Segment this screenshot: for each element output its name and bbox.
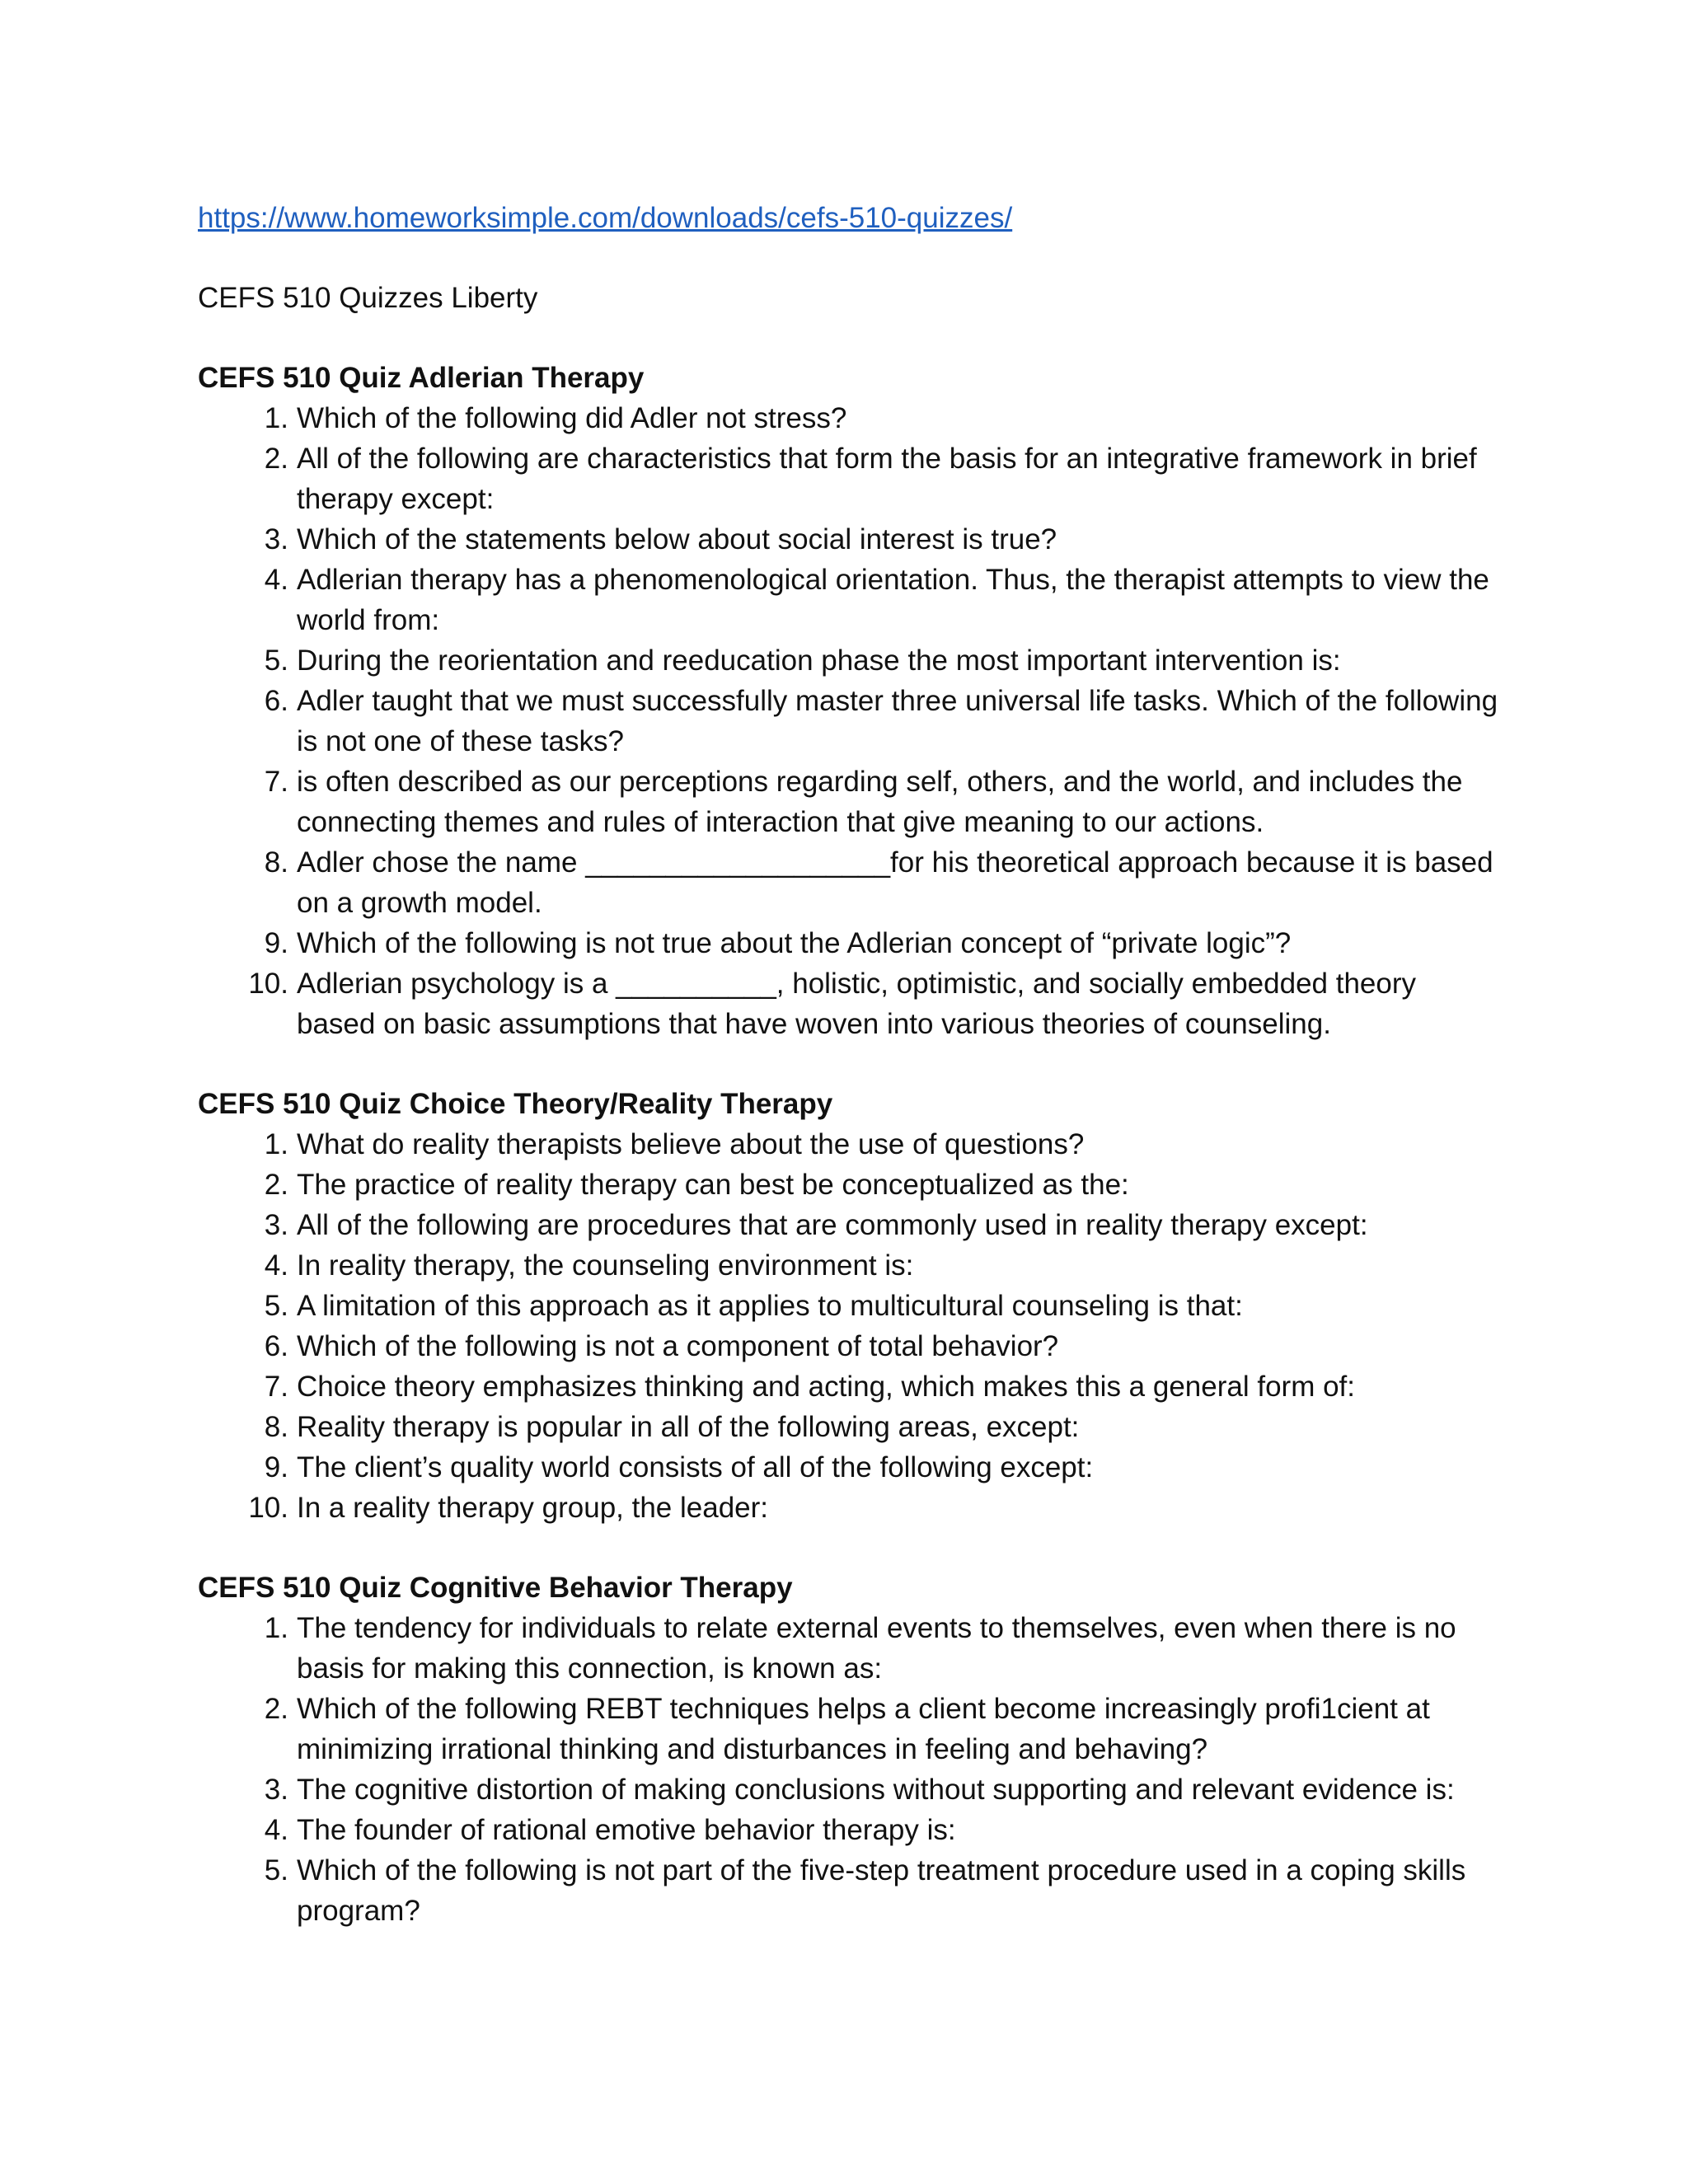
- list-item: 6. Which of the following is not a component of total behavior?: [264, 1330, 1059, 1362]
- list-item: 2. Which of the following REBT techniques helps a client become increasingly profi1cient at minimizing irrational thinking and disturbances in feeling and behaving?: [264, 1693, 1430, 1765]
- list-item: 6. Adler taught that we must successfully master three universal life tasks. Which of the following is not one of these tasks?: [264, 685, 1498, 757]
- document-page: [198, 198, 1500, 1971]
- question-text: In a reality therapy group, the leader:: [297, 1492, 769, 1524]
- question-text: Reality therapy is popular in all of the following areas, except:: [297, 1411, 1080, 1443]
- quiz-section-choice-theory: [198, 1084, 1500, 1528]
- question-text: In reality therapy, the counseling environment is:: [297, 1249, 914, 1282]
- question-text: All of the following are procedures that are commonly used in reality therapy except:: [297, 1209, 1368, 1241]
- question-text: Which of the following is not part of the five-step treatment procedure used in a coping skills program?: [297, 1854, 1466, 1927]
- list-item: 9. Which of the following is not true about the Adlerian concept of “private logic”?: [264, 927, 1292, 959]
- question-list: [198, 398, 1500, 1044]
- question-text: During the reorientation and reeducation phase the most important intervention is:: [297, 644, 1341, 677]
- list-item: 1. What do reality therapists believe about the use of questions?: [264, 1128, 1085, 1160]
- question-text: Adlerian psychology is a __________, holistic, optimistic, and socially embedded theory based on basic assumptions that have woven into various theories of counseling.: [297, 968, 1417, 1040]
- question-text: The tendency for individuals to relate external events to themselves, even when there is no basis for making this connection, is known as:: [297, 1612, 1456, 1685]
- question-text: is often described as our perceptions regarding self, others, and the world, and includes the connecting themes and rules of interaction that give meaning to our actions.: [297, 766, 1463, 838]
- question-text: Which of the following REBT techniques helps a client become increasingly profi1cient at minimizing irrational thinking and disturbances in feeling and behaving?: [297, 1693, 1430, 1765]
- list-item: 1. Which of the following did Adler not stress?: [264, 402, 847, 434]
- list-item: 2. The practice of reality therapy can best be conceptualized as the:: [264, 1169, 1129, 1201]
- list-item: 4. Adlerian therapy has a phenomenological orientation. Thus, the therapist attempts to view the world from:: [264, 564, 1489, 636]
- question-text: The practice of reality therapy can best be conceptualized as the:: [297, 1169, 1129, 1201]
- list-item: 8. Reality therapy is popular in all of the following areas, except:: [264, 1411, 1080, 1443]
- question-text: Choice theory emphasizes thinking and acting, which makes this a general form of:: [297, 1371, 1355, 1403]
- section-title: CEFS 510 Quiz Cognitive Behavior Therapy: [198, 1572, 793, 1604]
- section-title: CEFS 510 Quiz Choice Theory/Reality Therapy: [198, 1088, 833, 1120]
- list-item: 1. The tendency for individuals to relate external events to themselves, even when there is no basis for making this connection, is known as:: [264, 1612, 1456, 1685]
- document-title: CEFS 510 Quizzes Liberty: [198, 282, 538, 314]
- list-item: 3. The cognitive distortion of making conclusions without supporting and relevant evidence is:: [264, 1774, 1455, 1806]
- list-item: 9. The client’s quality world consists of all of the following except:: [264, 1451, 1094, 1483]
- quiz-section-adlerian: [198, 358, 1500, 1044]
- list-item: 8. Adler chose the name ___________________for his theoretical approach because it is based on a growth model.: [264, 846, 1493, 919]
- question-text: All of the following are characteristics that form the basis for an integrative framework in brief therapy except:: [297, 443, 1477, 515]
- question-text: A limitation of this approach as it applies to multicultural counseling is that:: [297, 1290, 1243, 1322]
- list-item: 10. In a reality therapy group, the leader:: [248, 1492, 769, 1524]
- list-item: 7. is often described as our perceptions regarding self, others, and the world, and includes the connecting themes and rules of interaction that give meaning to our actions.: [264, 766, 1463, 838]
- list-item: 5. During the reorientation and reeducation phase the most important intervention is:: [264, 644, 1341, 677]
- list-item: 10. Adlerian psychology is a __________, holistic, optimistic, and socially embedded theory based on basic assumptions that have woven into various theories of counseling.: [248, 968, 1417, 1040]
- question-list: [198, 1608, 1500, 1931]
- question-text: Which of the following did Adler not stress?: [297, 402, 847, 434]
- question-text: Which of the statements below about social interest is true?: [297, 523, 1057, 555]
- list-item: 5. Which of the following is not part of the five-step treatment procedure used in a coping skills program?: [264, 1854, 1466, 1927]
- question-text: Adler chose the name ___________________for his theoretical approach because it is based on a growth model.: [297, 846, 1493, 919]
- quiz-section-cognitive-behavior: [198, 1568, 1500, 1931]
- question-text: Which of the following is not a component of total behavior?: [297, 1330, 1059, 1362]
- list-item: 3. Which of the statements below about social interest is true?: [264, 523, 1057, 555]
- question-text: Adler taught that we must successfully master three universal life tasks. Which of the following is not one of these tasks?: [297, 685, 1498, 757]
- question-text: The founder of rational emotive behavior therapy is:: [297, 1814, 956, 1846]
- question-text: Which of the following is not true about the Adlerian concept of “private logic”?: [297, 927, 1292, 959]
- question-text: The cognitive distortion of making conclusions without supporting and relevant evidence is:: [297, 1774, 1455, 1806]
- list-item: 5. A limitation of this approach as it applies to multicultural counseling is that:: [264, 1290, 1243, 1322]
- question-text: The client’s quality world consists of all of the following except:: [297, 1451, 1094, 1483]
- list-item: 2. All of the following are characteristics that form the basis for an integrative framework in brief therapy except:: [264, 443, 1477, 515]
- source-link[interactable]: https://www.homeworksimple.com/downloads/cefs-510-quizzes/: [198, 202, 1013, 234]
- list-item: 4. In reality therapy, the counseling environment is:: [264, 1249, 914, 1282]
- question-text: Adlerian therapy has a phenomenological orientation. Thus, the therapist attempts to view the world from:: [297, 564, 1489, 636]
- list-item: 3. All of the following are procedures that are commonly used in reality therapy except:: [264, 1209, 1368, 1241]
- question-list: [198, 1124, 1500, 1528]
- section-title: CEFS 510 Quiz Adlerian Therapy: [198, 362, 645, 394]
- question-text: What do reality therapists believe about the use of questions?: [297, 1128, 1085, 1160]
- list-item: 4. The founder of rational emotive behavior therapy is:: [264, 1814, 956, 1846]
- list-item: 7. Choice theory emphasizes thinking and acting, which makes this a general form of:: [264, 1371, 1355, 1403]
